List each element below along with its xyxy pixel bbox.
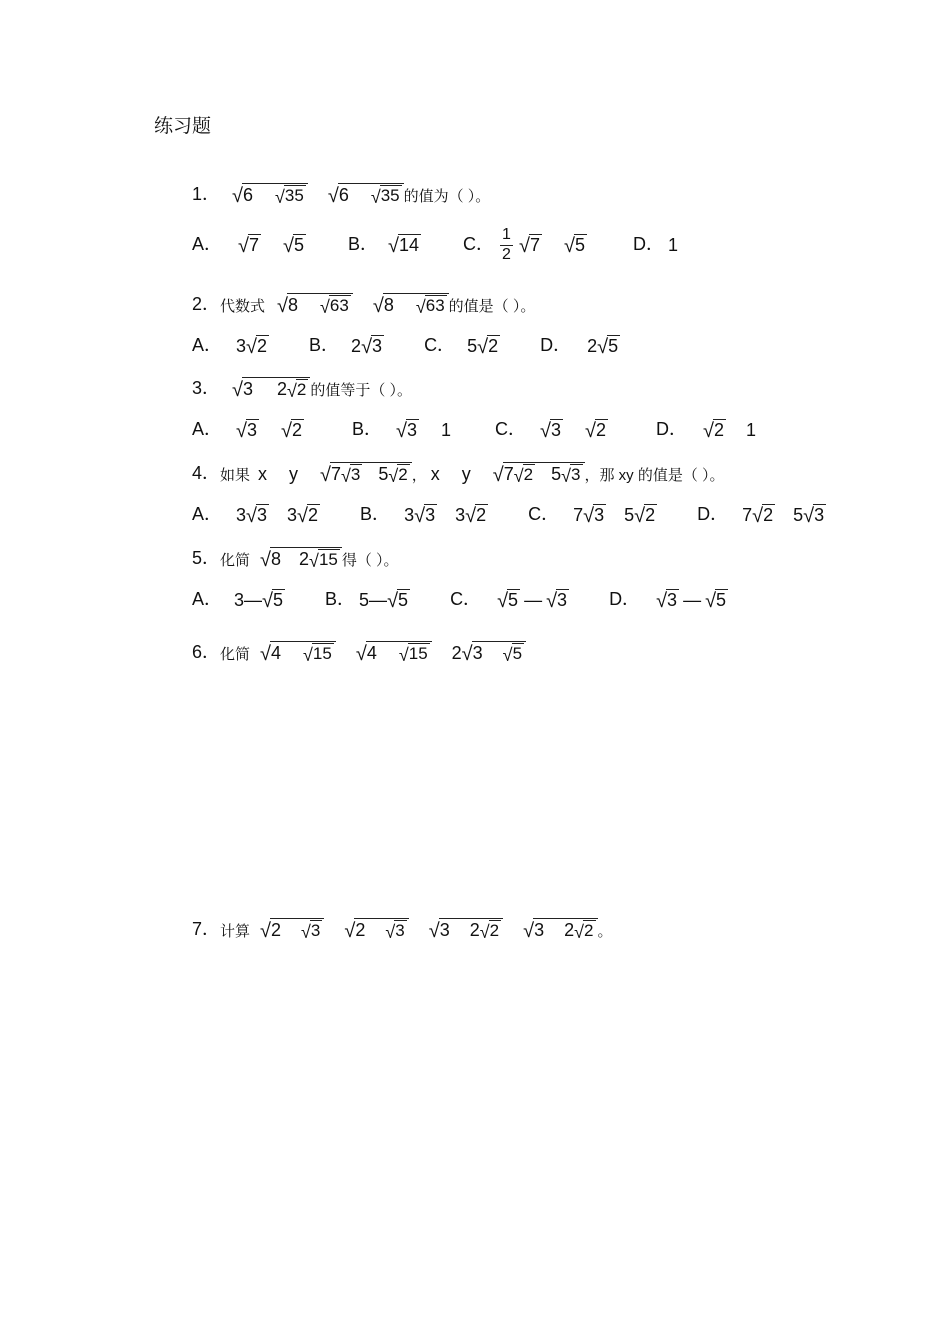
radicand: 3	[472, 643, 483, 664]
radicand: 4	[366, 643, 377, 664]
question-number: 7．	[192, 919, 221, 939]
radical: √ 7	[238, 235, 260, 257]
variable: x	[430, 464, 440, 484]
coefficient: 3	[236, 336, 247, 356]
coefficient: 2	[299, 549, 310, 570]
coefficient: 5	[551, 464, 562, 485]
radical: √ 4 √ 15	[260, 641, 336, 664]
option-b-value: 5—	[359, 590, 388, 610]
radicand: 2	[398, 465, 408, 485]
question-text: 如果	[220, 467, 251, 484]
radicand: 2	[596, 420, 607, 441]
radicand: 3	[571, 465, 581, 485]
coefficient: 5	[624, 505, 635, 525]
radical: √ 5	[705, 590, 727, 612]
question-1	[192, 176, 490, 206]
radical: √ 8 √ 63	[373, 293, 449, 316]
radicand: 3	[557, 590, 568, 611]
radical: √ 2	[703, 420, 725, 442]
comma: ，	[411, 467, 427, 484]
question-number: 5．	[192, 548, 221, 568]
denominator: 2	[502, 245, 511, 263]
radicand: 5	[512, 644, 523, 664]
radical: √ 3	[583, 505, 605, 527]
option-d-label: D．	[697, 504, 729, 524]
radicand: 5	[273, 590, 284, 611]
radicand: 7	[249, 235, 260, 256]
radical: √ 6 √ 35	[232, 183, 308, 206]
option-d-label: D．	[632, 234, 664, 254]
radical: √ 5	[597, 336, 619, 358]
question-7	[192, 911, 613, 941]
radicand: 2	[257, 336, 268, 357]
option-a-label: A．	[192, 419, 223, 439]
coefficient: 2	[277, 379, 288, 400]
radicand: 3	[395, 921, 405, 941]
radical: √ 2	[281, 420, 303, 442]
radicand: 3	[247, 420, 258, 441]
radical: √ 3	[236, 420, 258, 442]
radicand: 15	[318, 550, 338, 570]
coefficient: 3	[236, 505, 247, 525]
question-text: 代数式	[220, 298, 266, 315]
radical: √ 8 √ 63	[277, 293, 353, 316]
number: 1	[746, 420, 757, 440]
radicand: 2	[584, 921, 594, 941]
radicand: 63	[425, 296, 445, 316]
radicand: 2	[296, 380, 307, 400]
question-1-options	[192, 226, 678, 263]
option-a-label: A．	[192, 589, 223, 609]
option-d-value: 1	[667, 235, 678, 255]
radicand: 3	[425, 505, 436, 526]
radicand: 7	[529, 235, 540, 256]
coefficient: 3	[455, 505, 466, 525]
option-a-label: A．	[192, 335, 223, 355]
coefficient: 2	[351, 336, 362, 356]
radical: √ 5	[387, 590, 409, 612]
radicand: 3	[310, 921, 321, 941]
radicand: 3	[534, 920, 545, 941]
radical: √ 3	[414, 505, 436, 527]
radical: √ 3 2 √ 2	[232, 377, 310, 400]
radicand: 63	[329, 296, 349, 316]
minus-sign: —	[683, 590, 702, 610]
radical: √ 2	[634, 505, 656, 527]
option-b-label: B．	[360, 504, 391, 524]
radicand: 2	[714, 420, 725, 441]
radical: √ 2	[752, 505, 774, 527]
question-3	[192, 370, 412, 400]
option-b-label: B．	[309, 335, 340, 355]
option-c-label: C．	[424, 335, 456, 355]
variable: y	[461, 464, 471, 484]
radical: √ 2	[246, 336, 268, 358]
question-text: ，那 xy 的值是（ ）。	[584, 467, 725, 484]
radicand: 8	[271, 549, 282, 570]
radical: √ 3	[396, 420, 418, 442]
option-c-label: C．	[463, 234, 495, 254]
radicand: 2	[488, 336, 499, 357]
radicand: 3	[551, 420, 562, 441]
radicand: 8	[288, 295, 299, 316]
radicand: 3	[667, 590, 678, 611]
radical: √ 7 √ 3 5 √ 2	[320, 462, 412, 485]
variable: x	[258, 464, 268, 484]
radicand: 35	[380, 186, 400, 206]
radical: √ 5	[262, 590, 284, 612]
radicand: 3	[439, 920, 450, 941]
coefficient: 5	[467, 336, 478, 356]
radical: √ 3	[246, 505, 268, 527]
radicand: 2	[271, 920, 282, 941]
radicand: 3	[372, 336, 383, 357]
radicand: 6	[243, 185, 254, 206]
question-2-options	[192, 327, 620, 357]
radical: √ 2 √ 3	[260, 918, 324, 941]
option-d-label: D．	[656, 419, 688, 439]
radical: √ 8 2 √ 15	[260, 547, 342, 570]
question-number: 3．	[192, 378, 221, 398]
minus-sign: —	[524, 590, 543, 610]
radical: √ 7	[518, 235, 540, 257]
question-text: 的值是（ ）。	[448, 298, 536, 315]
radical: √ 3	[546, 590, 568, 612]
radical: √ 2	[477, 336, 499, 358]
question-number: 2．	[192, 294, 221, 314]
question-text: 化简	[220, 552, 251, 569]
question-2	[192, 286, 535, 316]
coefficient: 5	[793, 505, 804, 525]
coefficient: 2	[587, 336, 598, 356]
fraction	[500, 226, 513, 264]
radicand: 2	[523, 465, 534, 485]
question-text: 化简	[220, 646, 251, 663]
option-a-value: 3—	[234, 590, 263, 610]
option-c-label: C．	[495, 419, 527, 439]
radicand: 8	[383, 295, 394, 316]
radicand: 5	[608, 336, 619, 357]
radical: √ 3	[803, 505, 825, 527]
option-d-label: D．	[609, 589, 641, 609]
coefficient: 2	[451, 643, 462, 663]
radicand: 2	[308, 505, 319, 526]
coefficient: 7	[503, 464, 514, 485]
radical: √ 2	[465, 505, 487, 527]
question-5	[192, 540, 399, 570]
radicand: 5	[574, 235, 585, 256]
coefficient: 2	[469, 920, 480, 941]
question-4-options	[192, 496, 826, 526]
coefficient: 7	[742, 505, 753, 525]
radicand: 6	[338, 185, 349, 206]
radicand: 2	[489, 921, 500, 941]
question-text: 得（ ）。	[341, 552, 399, 569]
question-3-options	[192, 411, 756, 441]
radicand: 2	[476, 505, 487, 526]
coefficient: 3	[404, 505, 415, 525]
radicand: 4	[271, 643, 282, 664]
radicand: 3	[814, 505, 825, 526]
option-d-label: D．	[540, 335, 572, 355]
radicand: 3	[350, 465, 361, 485]
radical: √ 2	[585, 420, 607, 442]
radical: √ 3	[361, 336, 383, 358]
radical: √ 3 2 √ 2	[429, 918, 503, 941]
radical: √ 3 √ 5	[462, 641, 526, 664]
coefficient: 3	[287, 505, 298, 525]
radicand: 3	[407, 420, 418, 441]
coefficient: 7	[573, 505, 584, 525]
question-text: 的值为（ ）。	[403, 188, 491, 205]
coefficient: 5	[378, 464, 389, 485]
radicand: 14	[399, 235, 420, 256]
question-5-options	[192, 581, 728, 611]
option-a-label: A．	[192, 234, 223, 254]
radical: √ 5	[497, 590, 519, 612]
radicand: 5	[508, 590, 519, 611]
option-b-label: B．	[348, 234, 379, 254]
radicand: 15	[312, 644, 332, 664]
number: 1	[441, 420, 452, 440]
radical: √ 4 √ 15	[356, 641, 432, 664]
question-text: 的值等于（ ）。	[310, 382, 413, 399]
option-a-label: A．	[192, 504, 223, 524]
option-c-label: C．	[450, 589, 482, 609]
question-number: 6．	[192, 642, 221, 662]
radical: √ 14	[388, 235, 420, 257]
question-4	[192, 455, 725, 485]
question-number: 4．	[192, 463, 221, 483]
variable: y	[289, 464, 299, 484]
question-number: 1．	[192, 184, 221, 204]
period: 。	[597, 923, 613, 940]
radicand: 2	[355, 920, 366, 941]
radicand: 3	[257, 505, 268, 526]
radicand: 2	[763, 505, 774, 526]
radical: √ 5	[283, 235, 305, 257]
radicand: 15	[408, 644, 428, 664]
numerator: 1	[500, 226, 513, 245]
option-b-label: B．	[352, 419, 383, 439]
question-6	[192, 634, 526, 664]
option-c-label: C．	[528, 504, 560, 524]
question-text: 计算	[220, 923, 251, 940]
radicand: 35	[284, 186, 304, 206]
option-b-label: B．	[325, 589, 356, 609]
radical: √ 3	[540, 420, 562, 442]
radical: √ 5	[563, 235, 585, 257]
radical: √ 3	[656, 590, 678, 612]
radicand: 5	[716, 590, 727, 611]
radicand: 5	[398, 590, 409, 611]
coefficient: 2	[564, 920, 575, 941]
radicand: 3	[243, 379, 254, 400]
radical: √ 7 √ 2 5 √ 3	[493, 462, 585, 485]
radicand: 2	[292, 420, 303, 441]
coefficient: 7	[331, 464, 342, 485]
radical: √ 2 √ 3	[344, 918, 408, 941]
radical: √ 2	[297, 505, 319, 527]
radicand: 5	[294, 235, 305, 256]
radicand: 3	[594, 505, 605, 526]
radicand: 2	[645, 505, 656, 526]
radical: √ 6 √ 35	[328, 183, 404, 206]
radical: √ 3 2 √ 2	[523, 918, 597, 941]
page-title: 练习题	[154, 116, 212, 137]
